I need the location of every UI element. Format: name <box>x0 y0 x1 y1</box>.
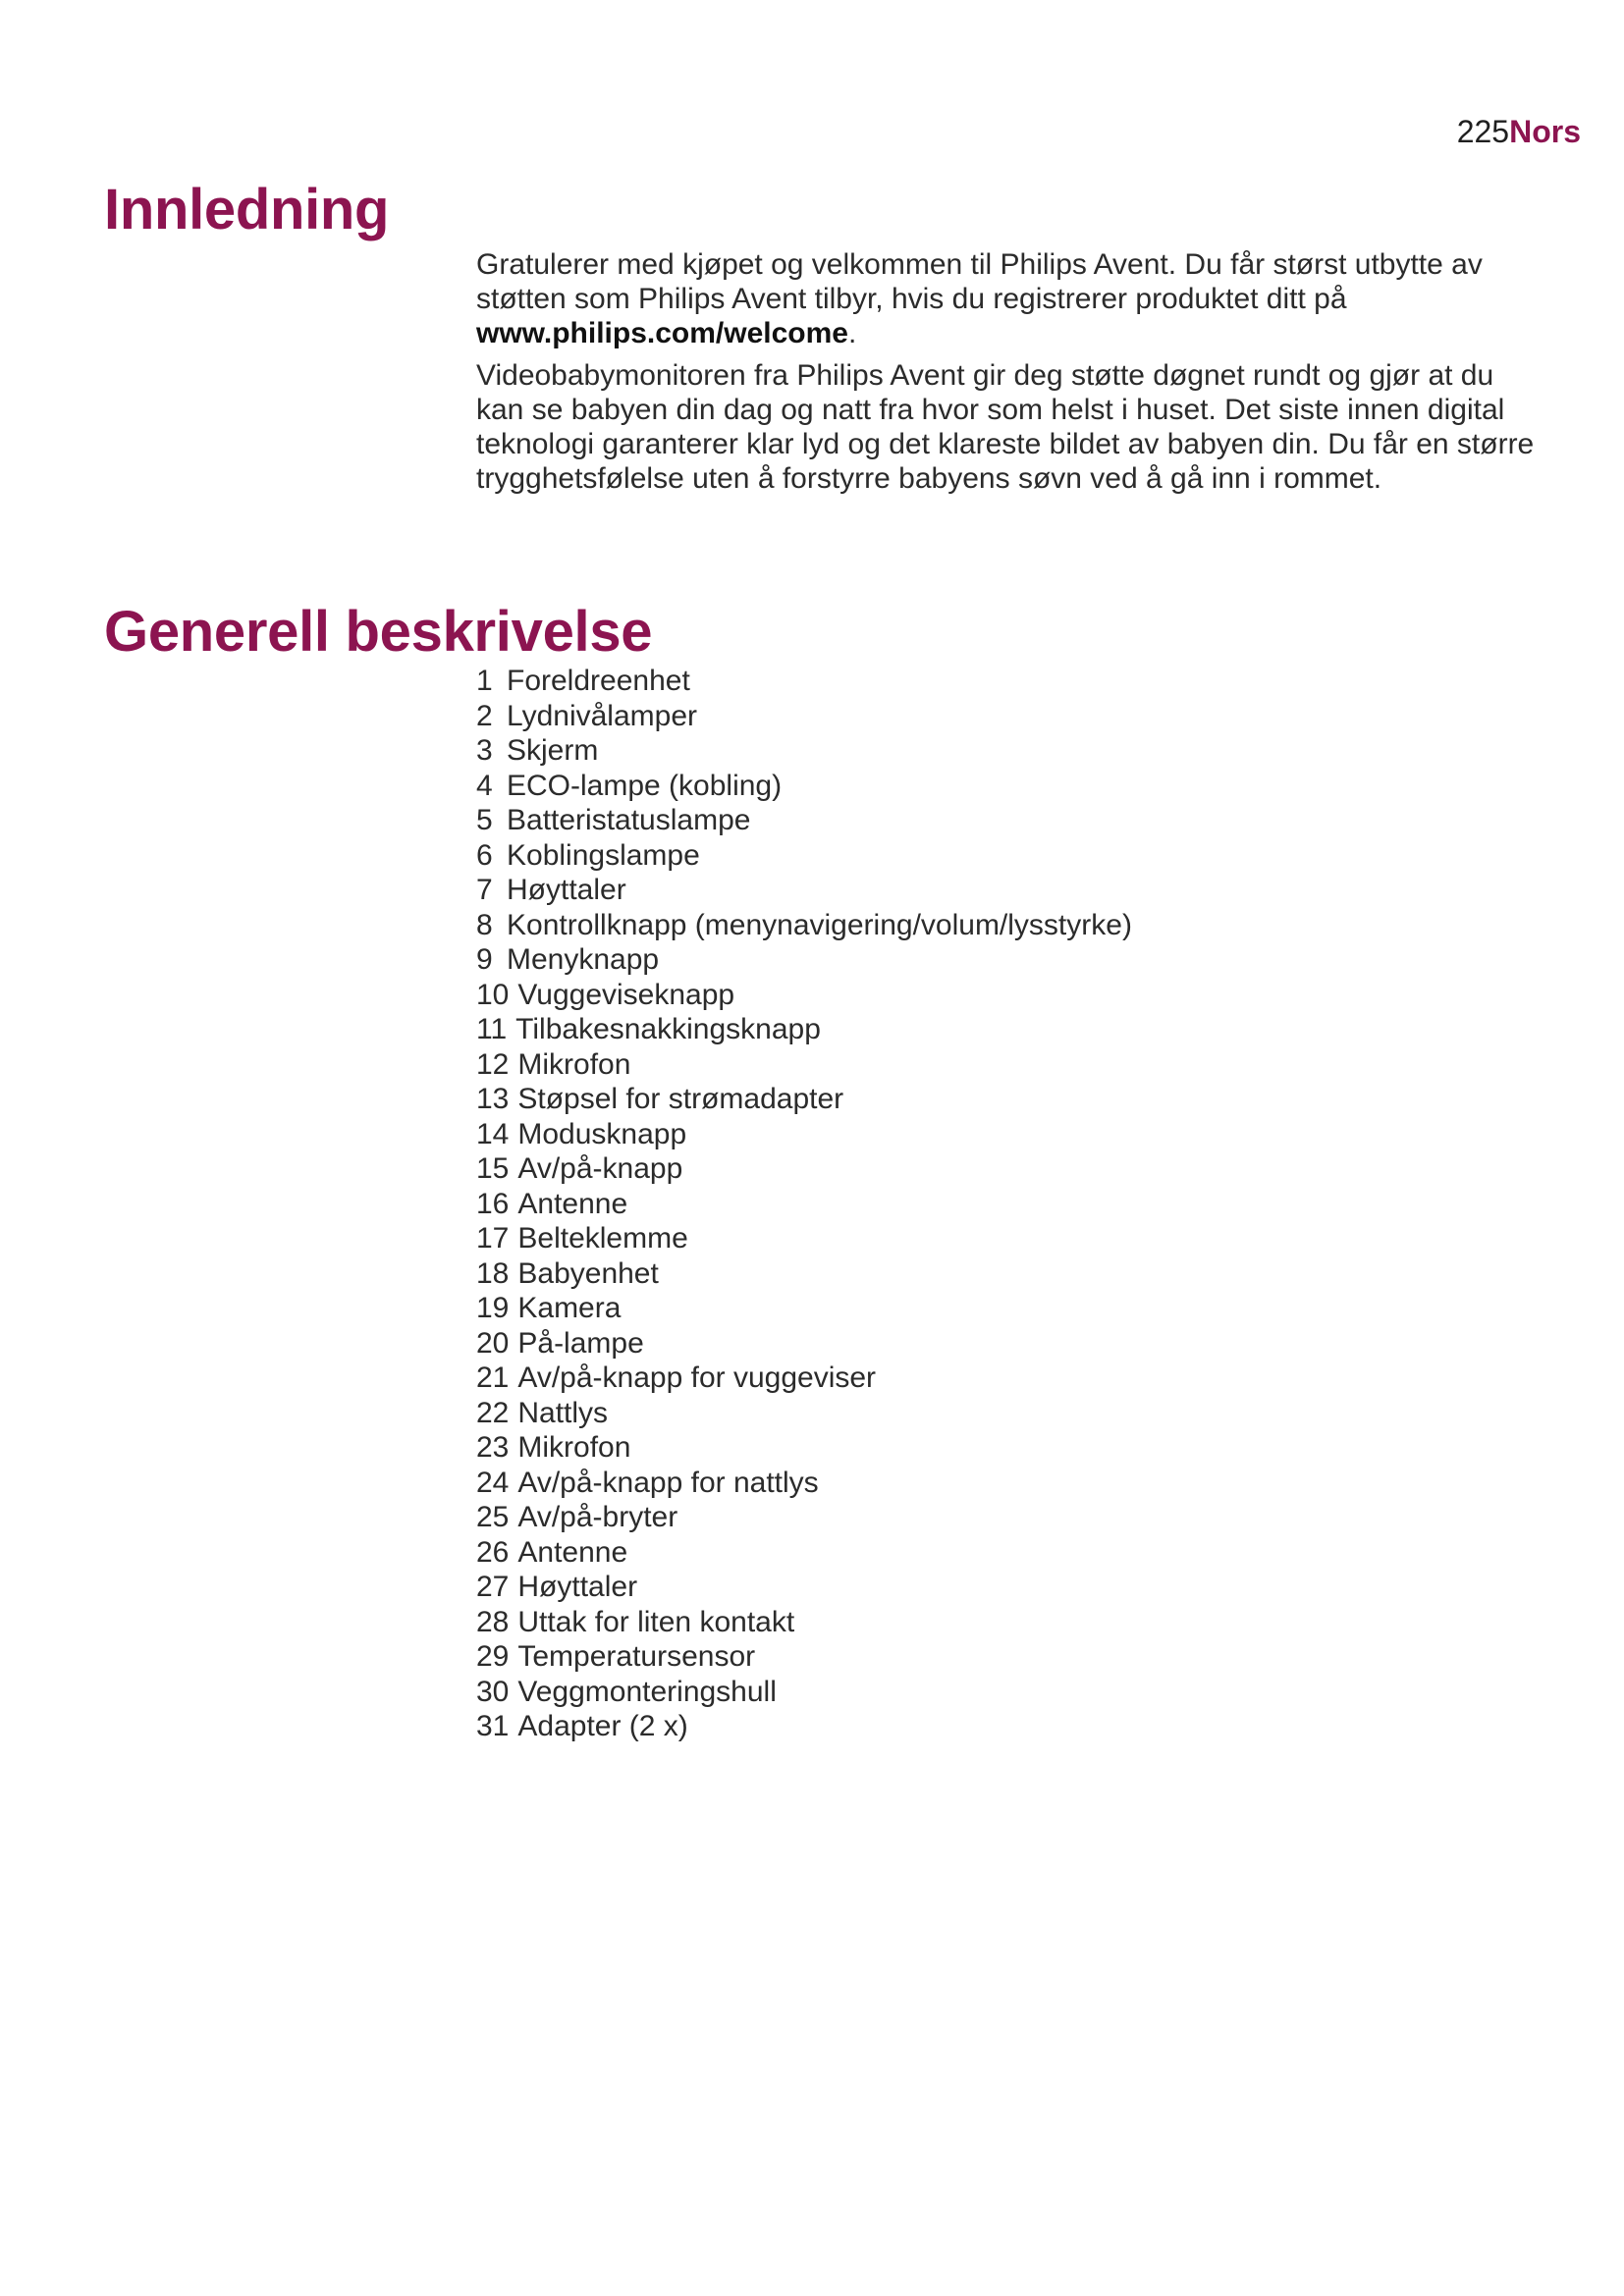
list-item <box>476 1639 1132 1675</box>
welcome-url-link[interactable]: www.philips.com/welcome <box>476 317 848 349</box>
part-number: 20 <box>476 1326 510 1360</box>
list-item <box>476 1326 1132 1362</box>
list-item <box>476 1675 1132 1710</box>
list-item <box>476 1221 1132 1256</box>
part-label: Nattlys <box>517 1396 609 1429</box>
list-item <box>476 1500 1132 1535</box>
list-item <box>476 942 1132 978</box>
part-number: 14 <box>476 1117 510 1150</box>
part-number: 13 <box>476 1083 510 1115</box>
part-number: 12 <box>476 1047 510 1081</box>
list-item <box>476 838 1132 874</box>
part-number: 21 <box>476 1362 510 1394</box>
list-item <box>476 1256 1132 1292</box>
part-number: 26 <box>476 1535 510 1569</box>
part-number: 18 <box>476 1256 510 1290</box>
part-label: Mikrofon <box>517 1047 631 1081</box>
list-item <box>476 1047 1132 1083</box>
part-number: 4 <box>476 769 493 802</box>
list-item <box>476 803 1132 838</box>
list-item <box>476 699 1132 734</box>
part-number: 7 <box>476 874 493 906</box>
list-item <box>476 1187 1132 1222</box>
part-number: 1 <box>476 665 493 697</box>
introduction-title: Innledning <box>104 178 390 241</box>
part-number: 9 <box>476 943 493 976</box>
part-label: Menyknapp <box>507 943 660 976</box>
list-item <box>476 1430 1132 1466</box>
part-label: Lydnivålamper <box>507 699 697 732</box>
part-number: 17 <box>476 1222 510 1255</box>
list-item <box>476 664 1132 699</box>
list-item <box>476 1117 1132 1152</box>
list-item <box>476 1709 1132 1744</box>
part-number: 31 <box>476 1710 510 1742</box>
part-label: Skjerm <box>507 734 599 767</box>
part-label: Uttak for liten kontakt <box>517 1605 795 1638</box>
part-label: Av/på-knapp for nattlys <box>517 1466 819 1499</box>
part-label: Temperatursensor <box>517 1640 756 1673</box>
part-label: Vuggeviseknapp <box>517 978 735 1011</box>
part-number: 29 <box>476 1640 510 1673</box>
list-item <box>476 1082 1132 1117</box>
introduction-paragraph-1-text: Gratulerer med kjøpet og velkommen til Philips Avent. Du får størst utbytte av støtten som Philips Avent tilbyr, hvis du registrerer produktet ditt på <box>476 248 1483 315</box>
part-label: Høyttaler <box>517 1571 638 1603</box>
list-item <box>476 1396 1132 1431</box>
part-label: Høyttaler <box>507 874 626 906</box>
list-item <box>476 873 1132 908</box>
part-label: ECO-lampe (kobling) <box>507 769 783 802</box>
part-number: 5 <box>476 804 493 836</box>
part-label: Koblingslampe <box>507 838 700 872</box>
introduction-body <box>476 247 1537 496</box>
part-number: 6 <box>476 838 493 872</box>
list-item <box>476 769 1132 804</box>
part-label: Av/på-bryter <box>517 1501 678 1533</box>
part-number: 22 <box>476 1396 510 1429</box>
part-label: Kontrollknapp (menynavigering/volum/lysstyrke) <box>507 908 1132 941</box>
parts-list <box>476 664 1132 1744</box>
part-number: 24 <box>476 1466 510 1499</box>
list-item <box>476 1291 1132 1326</box>
general-description-title: Generell beskrivelse <box>104 600 653 664</box>
part-number: 11 <box>476 1013 508 1045</box>
introduction-paragraph-1 <box>476 247 1537 350</box>
part-label: Babyenhet <box>517 1256 659 1290</box>
part-label: Veggmonteringshull <box>517 1675 777 1708</box>
part-label: Mikrofon <box>517 1431 631 1464</box>
part-label: Antenne <box>517 1187 628 1220</box>
list-item <box>476 1151 1132 1187</box>
part-label: Tilbakesnakkingsknapp <box>515 1013 821 1045</box>
part-label: Belteklemme <box>517 1222 688 1255</box>
introduction-paragraph-1-end: . <box>847 317 857 349</box>
introduction-paragraph-2: Videobabymonitoren fra Philips Avent gir deg støtte døgnet rundt og gjør at du kan se babyen din dag og natt fra hvor som helst i huset. Det siste innen digital teknologi garanterer klar lyd og det klareste bildet av babyen din. Du får en større trygghetsfølelse uten å forstyrre babyens søvn ved å gå inn i rommet. <box>476 359 1535 495</box>
part-label: Antenne <box>517 1535 628 1569</box>
part-label: Foreldreenhet <box>507 665 690 697</box>
part-number: 15 <box>476 1152 510 1185</box>
list-item <box>476 1012 1132 1047</box>
list-item <box>476 1605 1132 1640</box>
list-item <box>476 978 1132 1013</box>
part-number: 28 <box>476 1605 510 1638</box>
part-label: Batteristatuslampe <box>507 804 751 836</box>
list-item <box>476 1570 1132 1605</box>
page-header <box>1457 114 1581 149</box>
part-number: 30 <box>476 1675 510 1708</box>
part-number: 25 <box>476 1501 510 1533</box>
part-label: Adapter (2 x) <box>517 1710 688 1742</box>
page-language: Nors <box>1509 114 1581 149</box>
part-label: Støpsel for strømadapter <box>517 1083 844 1115</box>
part-label: På-lampe <box>517 1326 644 1360</box>
part-number: 16 <box>476 1187 510 1220</box>
list-item <box>476 1466 1132 1501</box>
part-number: 27 <box>476 1571 510 1603</box>
part-number: 3 <box>476 734 493 767</box>
list-item <box>476 908 1132 943</box>
part-label: Modusknapp <box>517 1117 687 1150</box>
list-item <box>476 1361 1132 1396</box>
part-number: 8 <box>476 908 493 941</box>
part-number: 19 <box>476 1292 510 1324</box>
part-number: 2 <box>476 699 493 732</box>
part-label: Av/på-knapp <box>517 1152 683 1185</box>
page-number: 225 <box>1456 114 1510 149</box>
part-number: 23 <box>476 1431 510 1464</box>
list-item <box>476 1535 1132 1571</box>
list-item <box>476 733 1132 769</box>
part-label: Av/på-knapp for vuggeviser <box>517 1362 877 1394</box>
part-label: Kamera <box>517 1292 622 1324</box>
part-number: 10 <box>476 978 510 1011</box>
